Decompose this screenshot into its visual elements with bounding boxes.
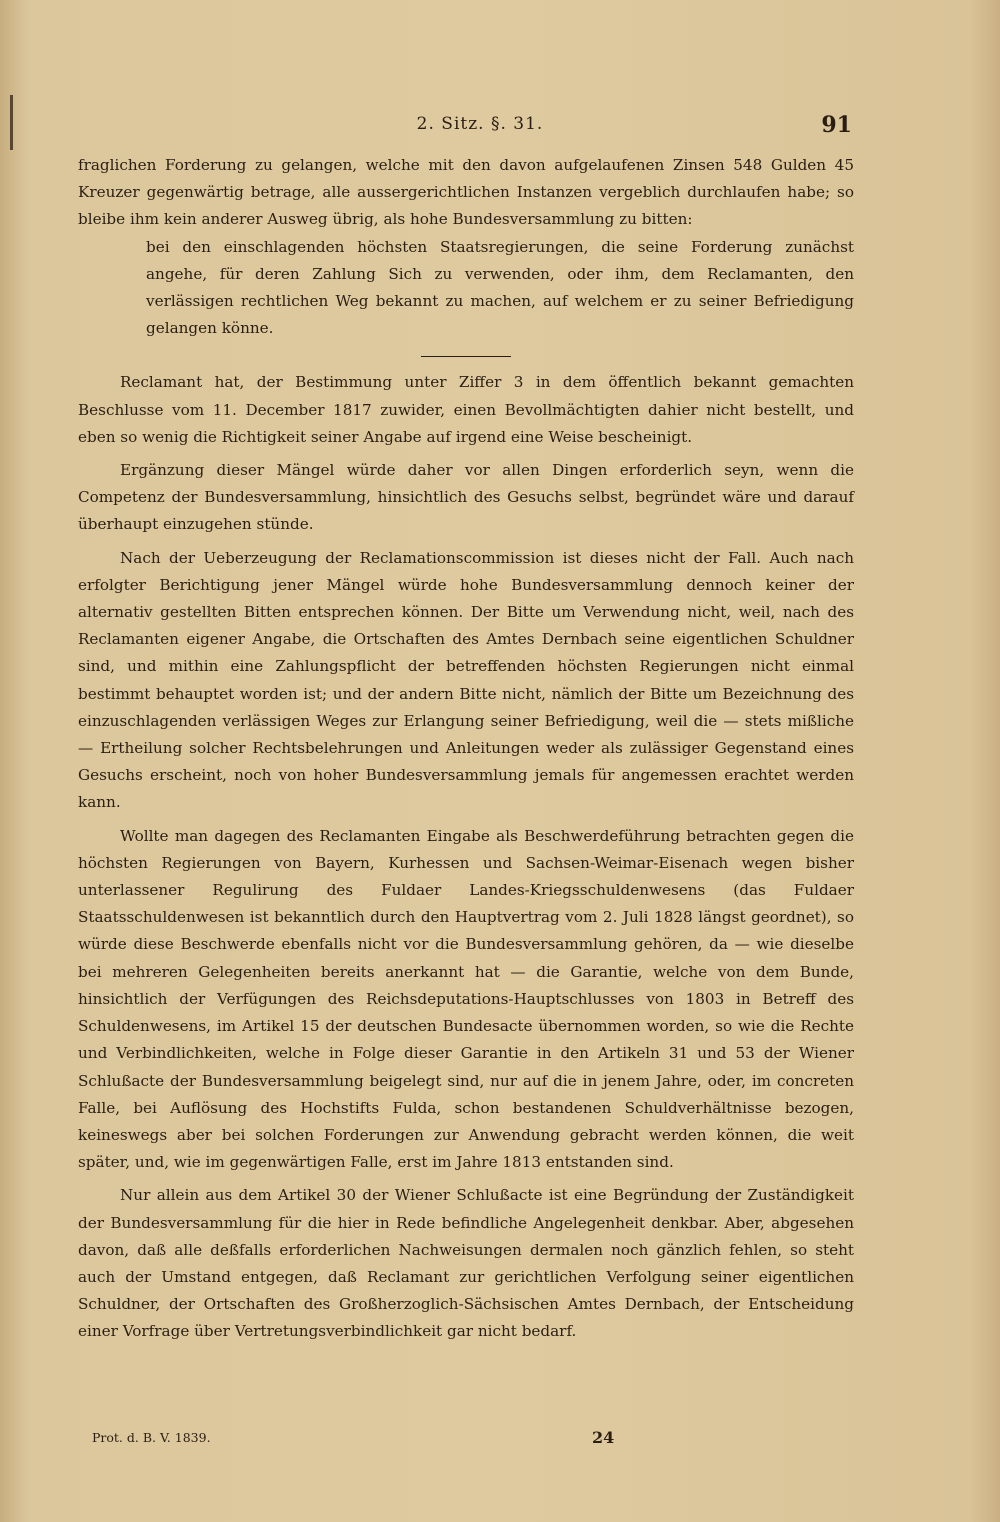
paragraph: Nur allein aus dem Artikel 30 der Wiener Schlußacte ist eine Begründung der Zuständigkeit der Bundesversammlung für die hier in Rede befindliche Angelegenheit denkbar. Aber, abgesehen davon, daß alle deßfalls erforderlichen Nachweisungen dermalen noch gänzlich fehlen, so steht auch der Umstand entgegen, daß Reclamant zur gerichtlichen Verfolgung seiner eigentlichen Schuldner, der Ortschaften des Großherzoglich-Sächsischen Amtes Dernbach, der Entscheidung einer Vorfrage über Vertretungsverbindlichkeit gar nicht bedarf.	[78, 1186, 854, 1341]
continuation-paragraph: fraglichen Forderung zu gelangen, welche mit den davon aufgelaufenen Zinsen 548 Gulden 45 Kreuzer gegenwärtig betrage, alle aussergerichtlichen Instanzen vergeblich durchlaufen habe; so bleibe ihm kein anderer Ausweg übrig, als hohe Bundesversammlung zu bitten:	[78, 156, 854, 229]
page-header	[0, 114, 1000, 144]
page-number: 91	[821, 112, 852, 138]
petition-block: bei den einschlagenden höchsten Staatsregierungen, die seine Forderung zunächst angehe, für deren Zahlung Sich zu verwenden, oder ihm, dem Reclamanten, den verlässigen rechtlichen Weg bekannt zu machen, auf welchem er zu seiner Befriedigung gelangen könne.	[146, 237, 854, 338]
running-head: 2. Sitz. §. 31.	[416, 114, 544, 134]
printer-signature: Prot. d. B. V. 1839.	[92, 1430, 211, 1445]
paragraph: Reclamant hat, der Bestimmung unter Ziffer 3 in dem öffentlich bekannt gemachten Beschlusse vom 11. December 1817 zuwider, einen Bevollmächtigten dahier nicht bestellt, und eben so wenig die Richtigkeit seiner Angabe auf irgend eine Weise bescheinigt.	[78, 373, 854, 446]
paragraph: Wollte man dagegen des Reclamanten Eingabe als Beschwerdeführung betrachten gegen die höchsten Regierungen von Bayern, Kurhessen und Sachsen-Weimar-Eisenach wegen bisher unterlassener Regulirung des Fuldaer Landes-Kriegsschuldenwesens (das Fuldaer Staatsschuldenwesen ist bekanntlich durch den Hauptvertrag vom 2. Juli 1828 längst geordnet), so würde diese Beschwerde ebenfalls nicht vor die Bundesversammlung gehören, da — wie dieselbe bei mehreren Gelegenheiten bereits anerkannt hat — die Garantie, welche von dem Bunde, hinsichtlich der Verfügungen des Reichsdeputations-Hauptschlusses von 1803 in Betreff des Schuldenwesens, im Artikel 15 der deutschen Bundesacte übernommen worden, so wie die Rechte und Verbindlichkeiten, welche in Folge dieser Garantie in den Artikeln 31 und 53 der Wiener Schlußacte der Bundesversammlung beigelegt sind, nur auf die in jenem Jahre, oder, im concreten Falle, bei Auflösung des Hochstifts Fulda, schon bestandenen Schuldverhältnisse bezogen, keineswegs aber bei solchen Forderungen zur Anwendung gebracht werden können, die weit später, und, wie im gegenwärtigen Falle, erst im Jahre 1813 entstanden sind.	[78, 826, 854, 1172]
paragraph: Ergänzung dieser Mängel würde daher vor allen Dingen erforderlich seyn, wenn die Competenz der Bundesversammlung, hinsichtlich des Gesuchs selbst, begründet wäre und darauf überhaupt einzugehen stünde.	[78, 461, 854, 534]
body-text	[78, 152, 854, 1346]
section-divider	[421, 356, 511, 357]
paragraph: Nach der Ueberzeugung der Reclamationscommission ist dieses nicht der Fall. Auch nach erfolgter Berichtigung jener Mängel würde hohe Bundesversammlung dennoch keiner der alternativ gestellten Bitten entsprechen können. Der Bitte um Verwendung nicht, weil, nach des Reclamanten eigener Angabe, die Ortschaften des Amtes Dernbach seine eigentlichen Schuldner sind, und mithin eine Zahlungspflicht der betreffenden höchsten Regierungen nicht einmal bestimmt behauptet worden ist; und der andern Bitte nicht, nämlich der Bitte um Bezeichnung des einzuschlagenden verlässigen Weges zur Erlangung seiner Befriedigung, weil die — stets mißliche — Ertheilung solcher Rechtsbelehrungen und Anleitungen weder als zulässiger Gegenstand eines Gesuchs erscheint, noch von hoher Bundesversammlung jemals für angemessen erachtet werden kann.	[78, 548, 854, 812]
sheet-number: 24	[592, 1428, 615, 1447]
page-footer	[0, 1428, 1000, 1452]
